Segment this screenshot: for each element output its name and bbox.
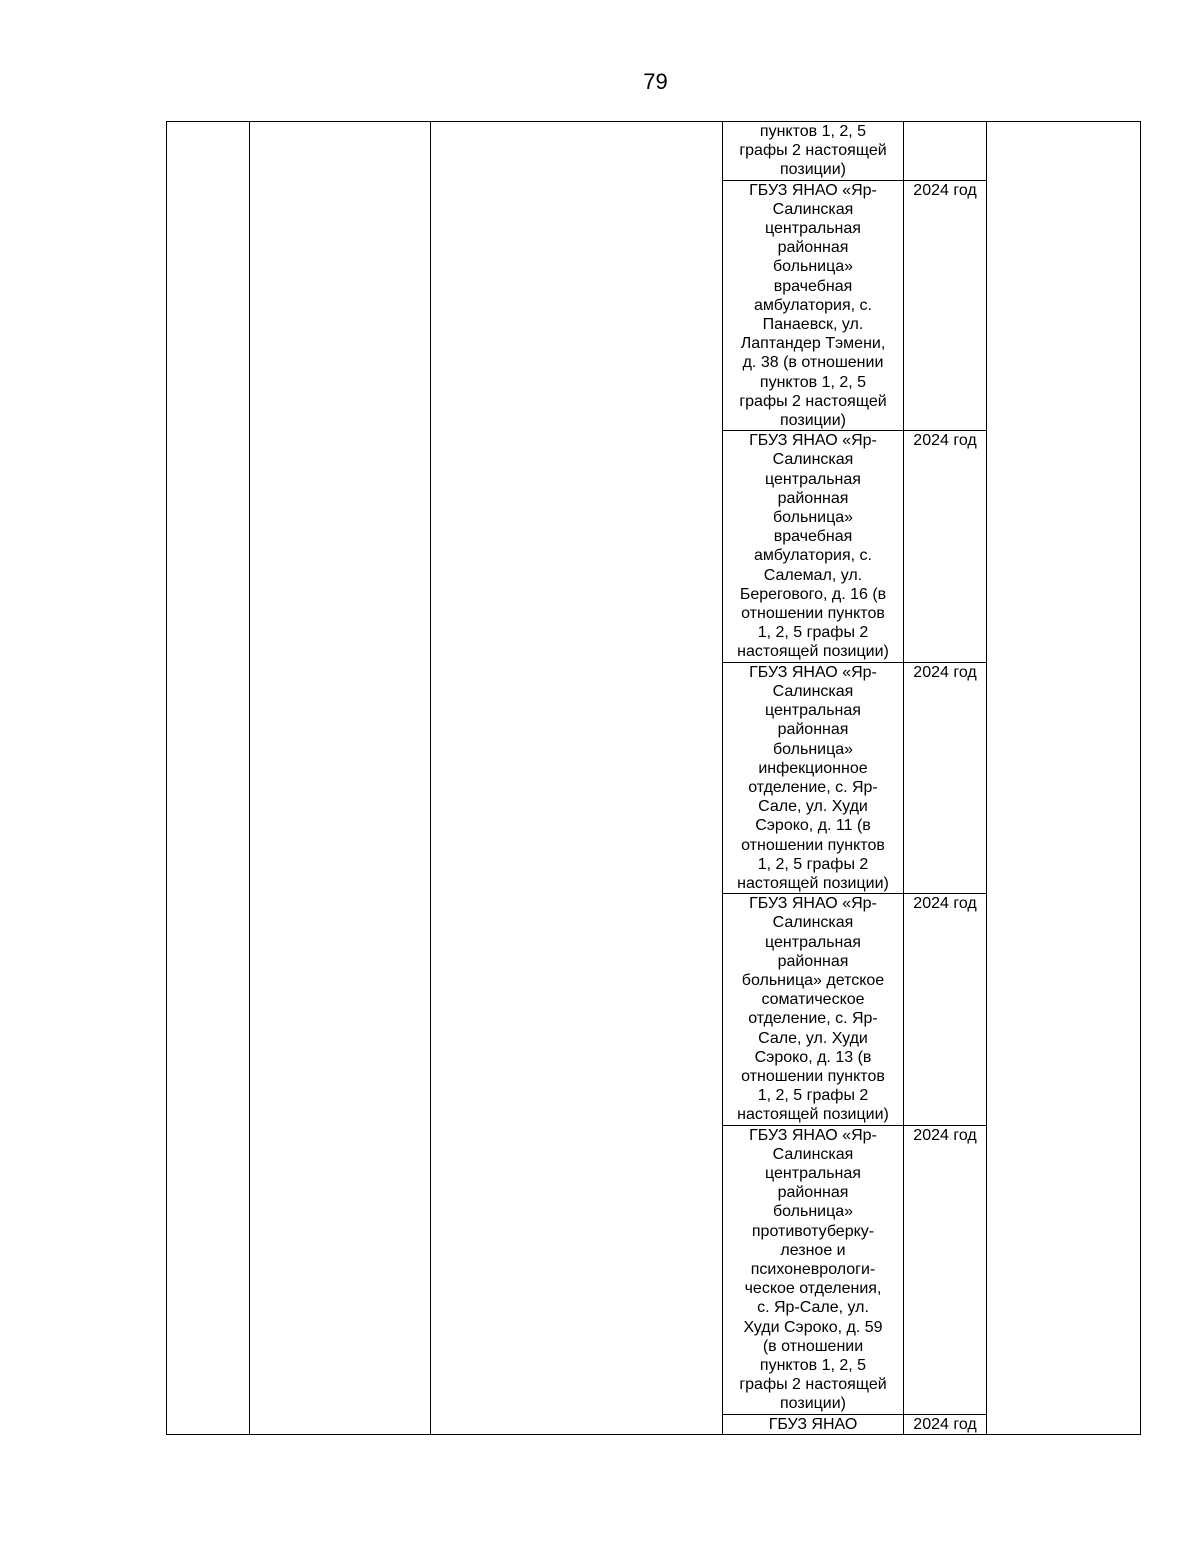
- column-3-cell: [431, 122, 723, 1435]
- registry-table: [166, 121, 1141, 1435]
- organization-text-line: позиции): [779, 161, 847, 179]
- table-row: [167, 122, 1141, 181]
- organization-text-line: Салинская: [772, 1145, 854, 1163]
- organization-cell: [723, 431, 904, 662]
- organization-text-line: больница»: [772, 509, 854, 527]
- organization-text-line: Сэроко, д. 13 (в: [754, 1048, 872, 1066]
- organization-text-line: районная: [777, 239, 849, 257]
- organization-text-line: Салемал, ул.: [763, 566, 863, 584]
- organization-text-line: центральная: [765, 470, 861, 488]
- organization-text-line: ГБУЗ ЯНАО «Яр-: [749, 1126, 877, 1144]
- organization-text-line: районная: [777, 489, 849, 507]
- organization-text-line: графы 2 настоящей: [739, 1376, 887, 1394]
- organization-text-line: инфекционное: [758, 759, 868, 777]
- organization-text-line: позиции): [779, 412, 847, 430]
- organization-text-line: больница»: [772, 1203, 854, 1221]
- organization-text-line: пунктов 1, 2, 5: [759, 123, 867, 140]
- organization-text-line: ГБУЗ ЯНАО «Яр-: [749, 895, 877, 913]
- organization-text-line: с. Яр-Сале, ул.: [757, 1299, 869, 1317]
- organization-text-line: больница»: [772, 258, 854, 276]
- organization-cell: [723, 1125, 904, 1414]
- organization-text-line: позиции): [779, 1395, 847, 1413]
- organization-text-line: больница»: [772, 740, 854, 758]
- year-cell: 2024 год: [904, 1125, 987, 1414]
- year-cell: 2024 год: [904, 1414, 987, 1434]
- organization-text-line: настоящей позиции): [737, 874, 889, 892]
- year-cell: 2024 год: [904, 894, 987, 1125]
- organization-cell: [723, 180, 904, 431]
- organization-text-line: ГБУЗ ЯНАО «Яр-: [749, 663, 877, 681]
- organization-text-line: Сэроко, д. 11 (в: [755, 817, 871, 835]
- organization-text-line: (в отношении: [762, 1337, 864, 1355]
- organization-text-line: районная: [777, 721, 849, 739]
- organization-text-line: Салинская: [772, 200, 854, 218]
- organization-text-line: ГБУЗ ЯНАО: [768, 1415, 858, 1433]
- organization-text-line: отношении пунктов: [741, 1067, 885, 1085]
- organization-text-line: соматическое: [761, 991, 865, 1009]
- organization-text-line: 1, 2, 5 графы 2: [757, 1087, 869, 1105]
- year-cell: 2024 год: [904, 431, 987, 662]
- organization-text-line: Лаптандер Тэмени,: [740, 335, 886, 353]
- year-cell: 2024 год: [904, 180, 987, 431]
- organization-text-line: Сале, ул. Худи: [758, 798, 868, 816]
- organization-text-line: ческое отделения,: [744, 1280, 882, 1298]
- organization-text-line: пунктов 1, 2, 5: [759, 1357, 867, 1374]
- organization-text-line: 1, 2, 5 графы 2: [757, 855, 869, 873]
- organization-text-line: центральная: [765, 702, 861, 720]
- organization-text-line: противотуберку-: [751, 1222, 875, 1240]
- organization-text-line: центральная: [765, 1164, 861, 1182]
- organization-text-line: Салинская: [772, 451, 854, 469]
- organization-text-line: психоневрологи-: [750, 1260, 876, 1278]
- year-cell: 2024 год: [904, 662, 987, 893]
- organization-text-line: графы 2 настоящей: [739, 392, 887, 410]
- column-1-cell: [167, 122, 250, 1435]
- organization-text-line: лезное и: [780, 1241, 846, 1259]
- page-number: 79: [643, 69, 668, 94]
- organization-text-line: амбулатория, с.: [754, 296, 872, 314]
- organization-text-line: больница» детское: [741, 971, 885, 989]
- organization-text-line: ГБУЗ ЯНАО «Яр-: [749, 181, 877, 199]
- organization-text-line: Худи Сэроко, д. 59: [743, 1318, 883, 1336]
- organization-text-line: отношении пунктов: [741, 836, 885, 854]
- organization-text-line: д. 38 (в отношении: [742, 354, 884, 372]
- organization-cell: [723, 894, 904, 1125]
- organization-cell: [723, 122, 904, 181]
- organization-text-line: Салинская: [772, 682, 854, 700]
- organization-cell: [723, 1414, 904, 1434]
- column-2-cell: [250, 122, 431, 1435]
- organization-text-line: центральная: [765, 933, 861, 951]
- organization-text-line: отношении пунктов: [741, 605, 885, 623]
- organization-text-line: врачебная: [773, 277, 853, 295]
- organization-text-line: врачебная: [773, 528, 853, 546]
- organization-text-line: амбулатория, с.: [754, 547, 872, 565]
- organization-text-line: Сале, ул. Худи: [758, 1029, 868, 1047]
- organization-cell: [723, 662, 904, 893]
- organization-text-line: отделение, с. Яр-: [748, 778, 878, 796]
- column-6-cell: [987, 122, 1141, 1435]
- organization-text-line: настоящей позиции): [737, 643, 889, 661]
- organization-text-line: районная: [777, 1184, 849, 1202]
- organization-text-line: 1, 2, 5 графы 2: [757, 624, 869, 642]
- organization-text-line: пунктов 1, 2, 5: [759, 373, 867, 391]
- organization-text-line: графы 2 настоящей: [739, 142, 887, 160]
- organization-text-line: Берегового, д. 16 (в: [739, 585, 887, 603]
- organization-text-line: Панаевск, ул.: [762, 316, 864, 334]
- organization-text-line: центральная: [765, 220, 861, 238]
- organization-text-line: настоящей позиции): [737, 1106, 889, 1124]
- organization-text-line: ГБУЗ ЯНАО «Яр-: [749, 432, 877, 450]
- organization-text-line: отделение, с. Яр-: [748, 1010, 878, 1028]
- registry-table-body: [167, 122, 1141, 1435]
- year-cell: [904, 122, 987, 181]
- organization-text-line: Салинская: [772, 914, 854, 932]
- organization-text-line: районная: [777, 952, 849, 970]
